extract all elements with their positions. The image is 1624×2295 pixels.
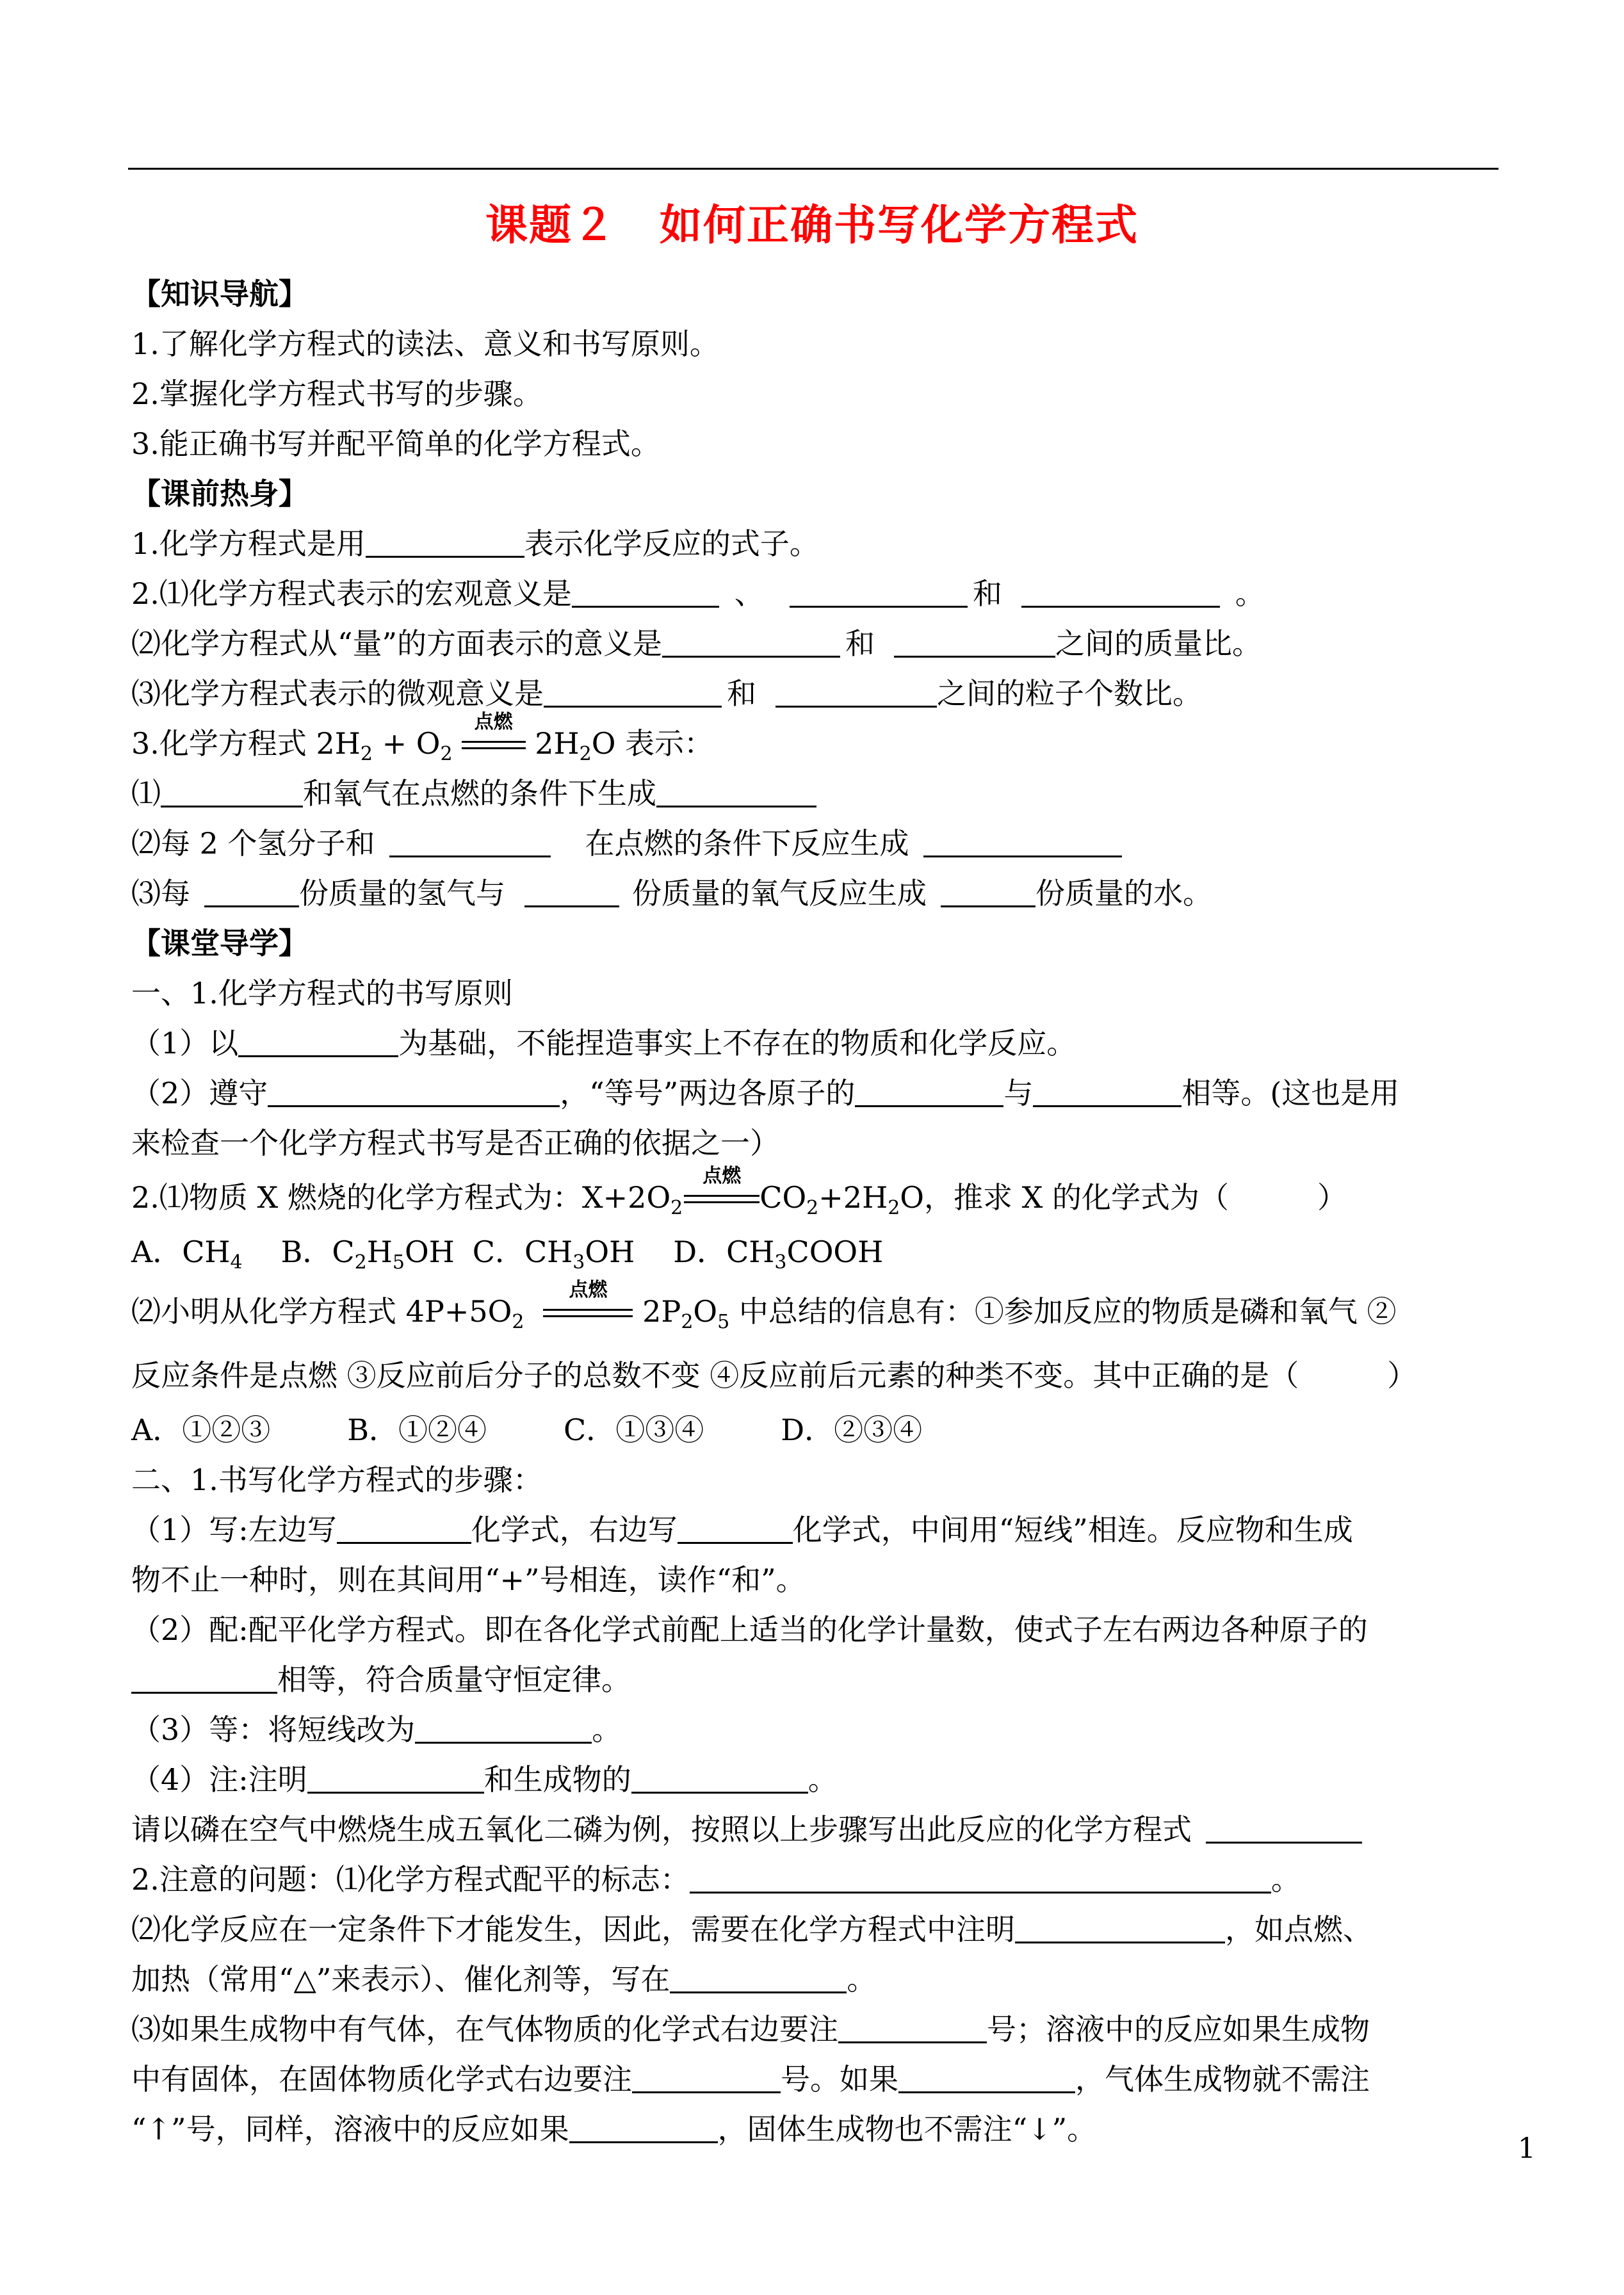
class-notes-3: ⑶如果生成物中有气体，在气体物质的化学式右边要注 号；溶液中的反应如果生成物 xyxy=(131,2012,1370,2047)
answer-blank[interactable] xyxy=(631,1762,808,1794)
option-d[interactable]: D．②③④ xyxy=(781,1413,923,1447)
class-notes-1: 2.注意的问题：⑴化学方程式配平的标志： 。 xyxy=(131,1862,1301,1897)
answer-blank[interactable] xyxy=(161,776,303,807)
worksheet-body xyxy=(131,269,1521,2154)
answer-blank[interactable] xyxy=(1015,1912,1225,1943)
answer-blank[interactable] xyxy=(415,1712,592,1744)
answer-blank[interactable] xyxy=(656,776,816,807)
answer-blank[interactable] xyxy=(923,826,1122,857)
answer-blank[interactable] xyxy=(307,1762,484,1794)
answer-blank[interactable] xyxy=(572,576,719,608)
class-question-x: 2.⑴物质 X 燃烧的化学方程式为：$X+2O_2$ 点燃 $CO_2+2H_2O$，推求 X 的化学式为（ ） xyxy=(131,1165,1347,1219)
answer-blank[interactable] xyxy=(662,626,840,658)
class-principle-1: （1）以 为基础，不能捏造事实上不存在的物质和化学反应。 xyxy=(131,1026,1076,1060)
class-principle-2-cont: 来检查一个化学方程式书写是否正确的依据之一） xyxy=(131,1126,779,1160)
answer-blank[interactable] xyxy=(544,676,722,708)
class-step-1-cont: 物不止一种时，则在其间用“+”号相连，读作“和”。 xyxy=(131,1562,806,1597)
warmup-q3-3: ⑶每 份质量的氢气与 份质量的氧气反应生成 份质量的水。 xyxy=(131,876,1212,911)
class-question-x-options xyxy=(131,1227,1521,1277)
answer-blank[interactable] xyxy=(238,1026,398,1057)
warmup-q3-1: ⑴ 和氧气在点燃的条件下生成 xyxy=(131,768,1521,818)
option-c[interactable]: C．①③④ xyxy=(564,1413,704,1447)
class-step-2: （2）配:配平化学方程式。即在各化学式前配上适当的化学计量数，使式子左右两边各种原子的 xyxy=(131,1612,1368,1647)
answer-blank[interactable] xyxy=(1033,1076,1181,1107)
answer-blank[interactable] xyxy=(524,876,619,907)
answer-blank[interactable] xyxy=(632,2062,781,2093)
warmup-q3-2: ⑵每 2 个氢分子和 在点燃的条件下反应生成 xyxy=(131,818,1521,868)
answer-blank[interactable] xyxy=(337,1512,471,1544)
answer-blank[interactable] xyxy=(690,1862,1271,1894)
answer-blank[interactable] xyxy=(389,826,551,857)
class-question-info-cont: 反应条件是点燃 ③反应前后分子的总数不变 ④反应前后元素的种类不变。其中正确的是（ ） xyxy=(131,1358,1417,1393)
answer-blank[interactable] xyxy=(204,876,299,907)
class-step-2-cont: 相等，符合质量守恒定律。 xyxy=(131,1655,1521,1705)
answer-blank[interactable] xyxy=(941,876,1035,907)
reaction-arrow: 点燃 xyxy=(543,1295,633,1320)
class-steps-title: 二、1.书写化学方程式的步骤： xyxy=(131,1463,542,1497)
section-heading-nav: 【知识导航】 xyxy=(131,277,308,311)
class-notes-3-cont: 中有固体，在固体物质化学式右边要注 号。如果 ，气体生成物就不需注 xyxy=(131,2062,1370,2096)
reaction-arrow: 点燃 xyxy=(684,1181,759,1206)
warmup-q3-equation: 3.化学方程式 $2H_2 + O_2$ 点燃 $2H_2O$ 表示： xyxy=(131,711,714,765)
answer-blank[interactable] xyxy=(268,1076,560,1107)
class-step-1: （1）写:左边写 化学式，右边写 化学式，中间用“短线”相连。反应物和生成 xyxy=(131,1512,1353,1547)
answer-blank[interactable] xyxy=(838,2012,987,2043)
option-d[interactable]: D．$CH_3COOH$ xyxy=(673,1235,884,1274)
class-example-prompt: 请以磷在空气中燃烧生成五氧化二磷为例，按照以上步骤写出此反应的化学方程式 xyxy=(131,1804,1521,1854)
answer-blank[interactable] xyxy=(1206,1812,1362,1844)
nav-item-1: 1.了解化学方程式的读法、意义和书写原则。 xyxy=(131,327,719,361)
page-title: 课题２ 如何正确书写化学方程式 xyxy=(485,200,1139,250)
class-notes-3-end: “↑”号，同样，溶液中的反应如果 ，固体生成物也不需注“↓”。 xyxy=(131,2112,1097,2146)
warmup-q2-quantity: ⑵化学方程式从“量”的方面表示的意义是 和 之间的质量比。 xyxy=(131,626,1262,661)
section-heading-warmup: 【课前热身】 xyxy=(131,476,308,511)
option-a[interactable]: A．$CH_4$ xyxy=(131,1235,243,1274)
option-b[interactable]: B．①②④ xyxy=(347,1413,487,1447)
class-principle-title: 一、1.化学方程式的书写原则 xyxy=(131,976,513,1010)
class-question-info-options xyxy=(131,1405,1521,1455)
answer-blank[interactable] xyxy=(898,2062,1075,2093)
option-b[interactable]: B．$C_2H_5OH$ xyxy=(280,1235,455,1274)
nav-item-3: 3.能正确书写并配平简单的化学方程式。 xyxy=(131,426,660,461)
option-c[interactable]: C．$CH_3OH$ xyxy=(472,1235,635,1274)
answer-blank[interactable] xyxy=(894,626,1055,658)
class-question-info: ⑵小明从化学方程式 $4P+5O_2$ 点燃 $2P_2O_5$ 中总结的信息有：①参加反应的物质是磷和氧气 ② xyxy=(131,1279,1397,1333)
class-principle-2: （2）遵守 ，“等号”两边各原子的 与 相等。(这也是用 xyxy=(131,1076,1400,1110)
answer-blank[interactable] xyxy=(678,1512,793,1544)
answer-blank[interactable] xyxy=(670,1962,847,1993)
reaction-arrow: 点燃 xyxy=(462,727,526,752)
class-step-3: （3）等：将短线改为 。 xyxy=(131,1712,622,1747)
header-rule xyxy=(128,168,1498,170)
warmup-q2-micro: ⑶化学方程式表示的微观意义是 和 之间的粒子个数比。 xyxy=(131,676,1202,711)
answer-blank[interactable] xyxy=(1021,576,1220,608)
nav-item-2: 2.掌握化学方程式书写的步骤。 xyxy=(131,377,542,411)
answer-blank[interactable] xyxy=(569,2112,718,2143)
page-number: 1 xyxy=(1518,2132,1536,2165)
class-notes-2-cont: 加热（常用“△”来表示）、催化剂等，写在 。 xyxy=(131,1962,877,1997)
class-step-4: （4）注:注明 和生成物的 。 xyxy=(131,1762,838,1797)
answer-blank[interactable] xyxy=(775,676,937,708)
class-notes-2: ⑵化学反应在一定条件下才能发生，因此，需要在化学方程式中注明 ，如点燃、 xyxy=(131,1912,1372,1947)
answer-blank[interactable] xyxy=(855,1076,1003,1107)
warmup-q2-macro: 2.⑴化学方程式表示的宏观意义是 、 和 。 xyxy=(131,576,1265,611)
answer-blank[interactable] xyxy=(366,526,524,558)
option-a[interactable]: A．①②③ xyxy=(131,1413,271,1447)
answer-blank[interactable] xyxy=(790,576,968,608)
section-heading-class: 【课堂导学】 xyxy=(131,926,308,961)
answer-blank[interactable] xyxy=(131,1662,277,1694)
warmup-q1: 1.化学方程式是用 表示化学反应的式子。 xyxy=(131,526,819,561)
